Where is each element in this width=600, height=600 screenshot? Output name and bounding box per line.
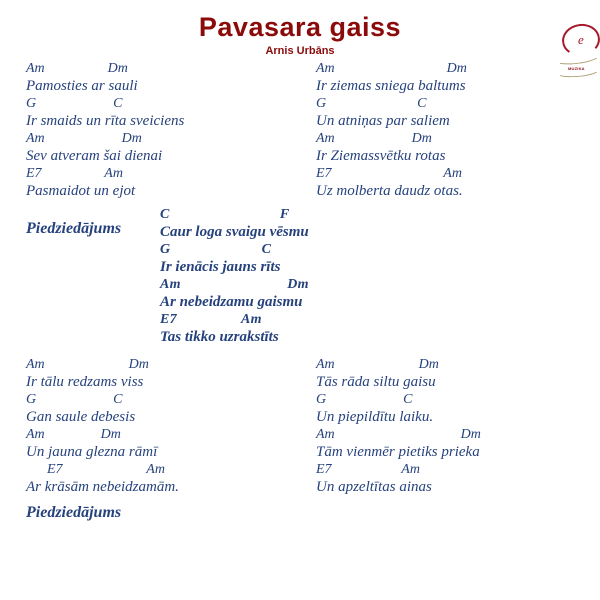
chord-line: Am Dm bbox=[316, 61, 467, 76]
lyric-line: Ar krāsām nebeidzamām. bbox=[26, 478, 179, 495]
lyric-line: Ar nebeidzamu gaismu bbox=[160, 293, 303, 310]
chord-line: Am Dm bbox=[26, 61, 128, 76]
chord-line: G C bbox=[26, 392, 123, 407]
chord-line: Am Dm bbox=[316, 427, 481, 442]
lyric-line: Un jauna glezna rāmī bbox=[26, 443, 158, 460]
chord-line: G C bbox=[26, 96, 123, 111]
logo-wordmark: MUZIKA bbox=[568, 66, 585, 71]
song-author: Arnis Urbāns bbox=[265, 45, 335, 57]
verse-1-left-column bbox=[26, 60, 184, 200]
lyric-line: Un piepildītu laiku. bbox=[316, 408, 434, 425]
lyric-line: Ir ziemas sniega baltums bbox=[316, 77, 466, 94]
chord-line: Am Dm bbox=[316, 357, 439, 372]
chorus-repeat-label: Piedziedājums bbox=[26, 504, 122, 521]
chord-line: Am Dm bbox=[160, 277, 309, 292]
lyric-line: Tās rāda siltu gaisu bbox=[316, 373, 436, 390]
lyric-line: Un apzeltītas ainas bbox=[316, 478, 432, 495]
lyric-line: Gan saule debesis bbox=[26, 408, 136, 425]
chorus-lines bbox=[160, 206, 309, 346]
chorus-section bbox=[0, 206, 600, 356]
lyric-line: Ir smaids un rīta sveiciens bbox=[26, 112, 185, 129]
chord-line: E7 Am bbox=[160, 312, 262, 327]
logo-e-glyph: e bbox=[578, 32, 584, 47]
chord-line: E7 Am bbox=[316, 462, 420, 477]
chorus-label: Piedziedājums bbox=[26, 220, 122, 237]
chord-line: C F bbox=[160, 207, 290, 222]
lyric-line: Uz molberta daudz otas. bbox=[316, 182, 463, 199]
chord-line: G C bbox=[316, 96, 427, 111]
verse-2-left-column bbox=[26, 356, 179, 496]
chord-line: G C bbox=[160, 242, 272, 257]
chord-line: Am Dm bbox=[26, 427, 121, 442]
chord-line: E7 Am bbox=[26, 166, 123, 181]
chord-line: E7 Am bbox=[26, 462, 165, 477]
chord-line: G C bbox=[316, 392, 413, 407]
song-sheet bbox=[0, 60, 600, 544]
chord-line: Am Dm bbox=[26, 357, 149, 372]
chord-line: Am Dm bbox=[26, 131, 142, 146]
page-title: Pavasara gaiss bbox=[198, 12, 402, 42]
lyric-line: Ir ienācis jauns rīts bbox=[160, 258, 281, 275]
chorus-repeat-section bbox=[0, 504, 600, 544]
chord-line: Am Dm bbox=[316, 131, 432, 146]
verse-2-right-column bbox=[316, 356, 481, 496]
verse-1 bbox=[0, 60, 600, 206]
lyric-line: Tas tikko uzrakstīts bbox=[160, 328, 279, 345]
lyric-line: Un atniņas par saliem bbox=[316, 112, 450, 129]
lyric-line: Caur loga svaigu vēsmu bbox=[160, 223, 309, 240]
chord-line: E7 Am bbox=[316, 166, 462, 181]
verse-1-right-column bbox=[316, 60, 467, 200]
song-header bbox=[0, 0, 600, 57]
lyric-line: Ir tālu redzams viss bbox=[26, 373, 144, 390]
lyric-line: Ir Ziemassvētku rotas bbox=[316, 147, 446, 164]
lyric-line: Pamosties ar sauli bbox=[26, 77, 138, 94]
verse-2 bbox=[0, 356, 600, 504]
lyric-line: Tām vienmēr pietiks prieka bbox=[316, 443, 480, 460]
lyric-line: Sev atveram šai dienai bbox=[26, 147, 163, 164]
lyric-line: Pasmaidot un ejot bbox=[26, 182, 136, 199]
